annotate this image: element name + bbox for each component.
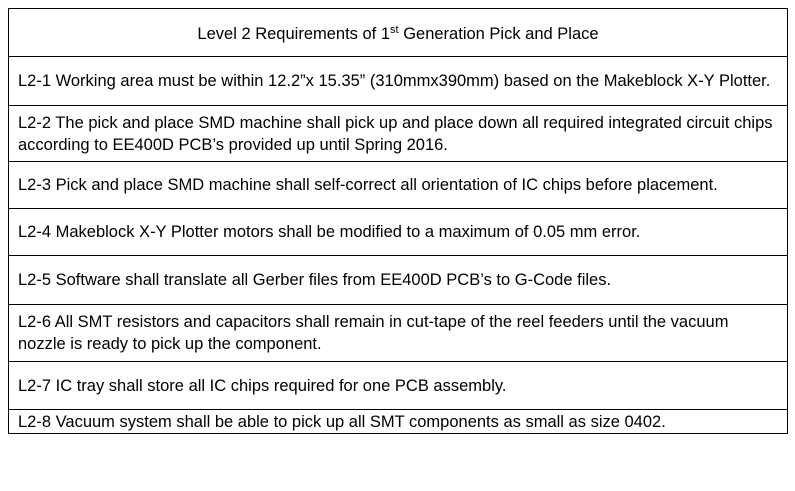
title-superscript: st — [390, 23, 399, 36]
requirement-l2-1: L2-1 Working area must be within 12.2”x 15.35” (310mmx390mm) based on the Makeblock X-Y Plotter. — [9, 57, 788, 106]
requirement-l2-7: L2-7 IC tray shall store all IC chips required for one PCB assembly. — [9, 362, 788, 410]
table-row — [9, 256, 788, 305]
table-row — [9, 410, 788, 434]
table-row — [9, 305, 788, 362]
table-row — [9, 362, 788, 410]
requirement-l2-2: L2-2 The pick and place SMD machine shall pick up and place down all required integrated circuit chips according to EE400D PCB’s provided up until Spring 2016. — [9, 106, 788, 162]
requirement-l2-3: L2-3 Pick and place SMD machine shall self-correct all orientation of IC chips before placement. — [9, 162, 788, 209]
requirement-l2-6: L2-6 All SMT resistors and capacitors shall remain in cut-tape of the reel feeders until the vacuum nozzle is ready to pick up the component. — [9, 305, 788, 362]
table-row — [9, 209, 788, 256]
title-text-after: Generation Pick and Place — [398, 24, 599, 43]
title-text-before: Level 2 Requirements of 1 — [197, 24, 391, 43]
table-row — [9, 106, 788, 162]
requirement-l2-5: L2-5 Software shall translate all Gerber files from EE400D PCB’s to G-Code files. — [9, 256, 788, 305]
table-title — [9, 9, 788, 57]
table-header-row — [9, 9, 788, 57]
requirement-l2-8: L2-8 Vacuum system shall be able to pick up all SMT components as small as size 0402. — [9, 410, 788, 434]
requirement-l2-4: L2-4 Makeblock X-Y Plotter motors shall be modified to a maximum of 0.05 mm error. — [9, 209, 788, 256]
table-row — [9, 57, 788, 106]
table-row — [9, 162, 788, 209]
requirements-table — [8, 8, 788, 434]
